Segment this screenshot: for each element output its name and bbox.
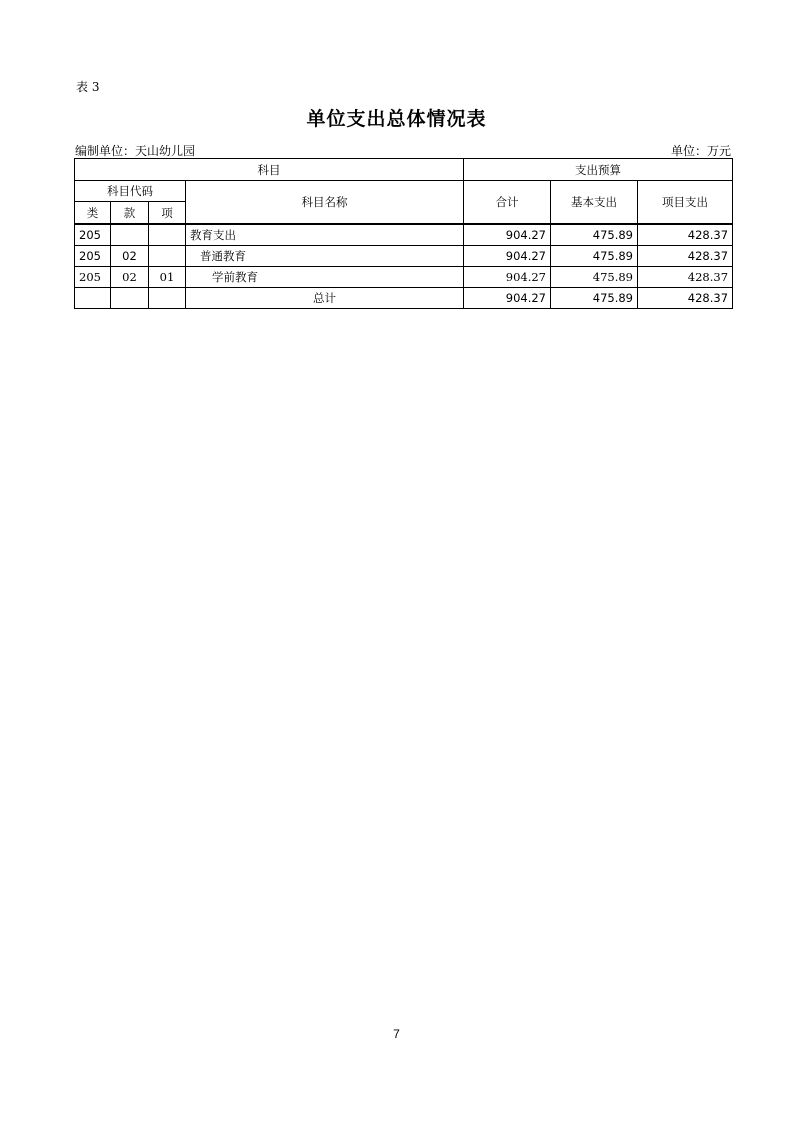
sum-label: 总计: [186, 288, 464, 309]
header-budget: 支出预算: [464, 159, 733, 181]
table-row: [75, 246, 733, 267]
cell-name: 教育支出: [186, 224, 464, 246]
header-basic: 基本支出: [551, 181, 638, 225]
page-title: 单位支出总体情况表: [306, 108, 487, 130]
cell-basic: 475.89: [551, 267, 638, 288]
cell-empty: [149, 288, 186, 309]
cell-project: 428.37: [638, 267, 733, 288]
cell-total: 904.27: [464, 267, 551, 288]
cell-lei: 205: [75, 246, 111, 267]
cell-basic: 475.89: [551, 224, 638, 246]
cell-kuan: 02: [111, 267, 149, 288]
header-name: 科目名称: [186, 181, 464, 225]
cell-kuan: 02: [111, 246, 149, 267]
header-xiang: 项: [149, 202, 186, 225]
header-subject: 科目: [75, 159, 464, 181]
cell-name: 普通教育: [186, 246, 464, 267]
header-code: 科目代码: [75, 181, 186, 202]
cell-xiang: 01: [149, 267, 186, 288]
sum-project: 428.37: [638, 288, 733, 309]
sum-total: 904.27: [464, 288, 551, 309]
cell-total: 904.27: [464, 246, 551, 267]
table-row: [75, 267, 733, 288]
header-lei: 类: [75, 202, 111, 225]
cell-name: 学前教育: [186, 267, 464, 288]
cell-project: 428.37: [638, 224, 733, 246]
cell-total: 904.27: [464, 224, 551, 246]
header-total: 合计: [464, 181, 551, 225]
cell-empty: [75, 288, 111, 309]
header-project: 项目支出: [638, 181, 733, 225]
cell-lei: 205: [75, 224, 111, 246]
unit-organization: 编制单位：天山幼儿园: [75, 144, 196, 158]
sum-basic: 475.89: [551, 288, 638, 309]
cell-basic: 475.89: [551, 246, 638, 267]
header-kuan: 款: [111, 202, 149, 225]
cell-kuan: [111, 224, 149, 246]
cell-lei: 205: [75, 267, 111, 288]
table-row: [75, 224, 733, 246]
sum-row: [75, 288, 733, 309]
expenditure-table: [74, 158, 733, 309]
page-number: 7: [393, 1027, 400, 1041]
table-number: 表 3: [76, 80, 100, 94]
cell-xiang: [149, 246, 186, 267]
unit-currency: 单位：万元: [670, 144, 731, 158]
cell-empty: [111, 288, 149, 309]
cell-project: 428.37: [638, 246, 733, 267]
cell-xiang: [149, 224, 186, 246]
